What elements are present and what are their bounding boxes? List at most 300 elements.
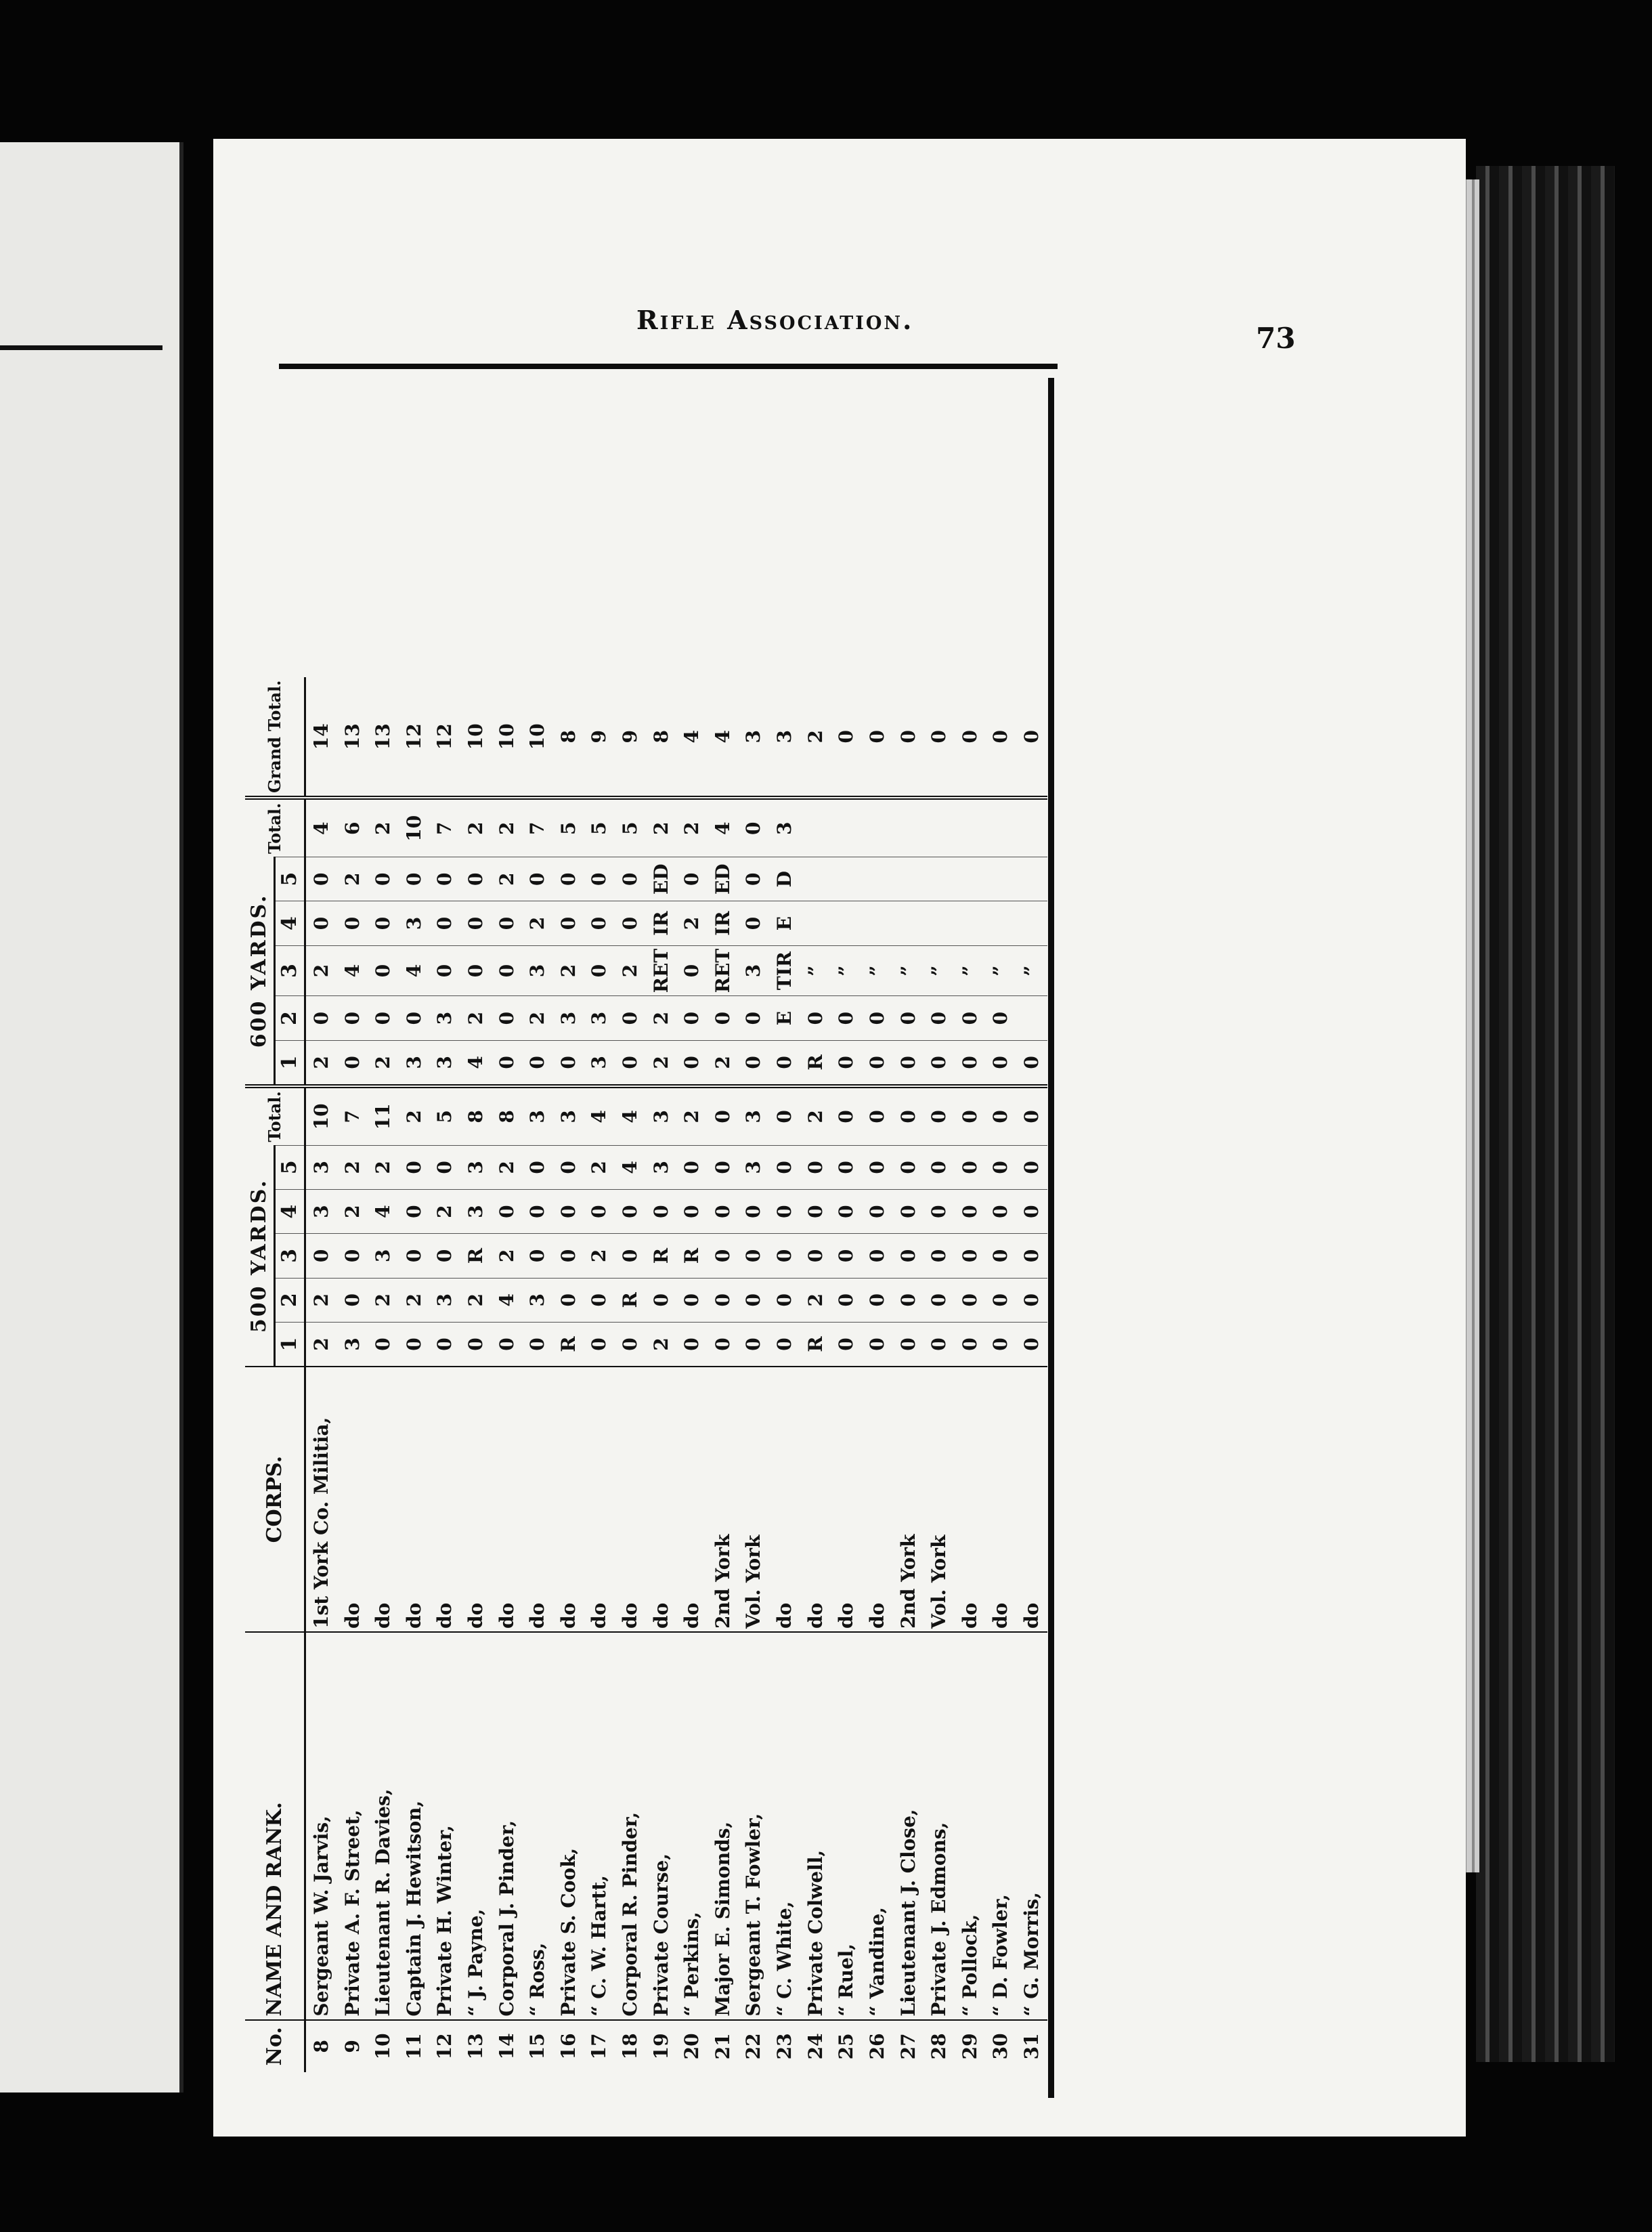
- score-600-shot-2: 3: [553, 996, 584, 1040]
- score-500-shot-4: 0: [955, 1189, 986, 1233]
- score-500-shot-4: 4: [368, 1189, 399, 1233]
- score-500-shot-2: 0: [986, 1278, 1017, 1322]
- score-600-shot-1: 0: [739, 1040, 770, 1086]
- score-600-shot-2: 2: [460, 996, 492, 1040]
- score-500-shot-4: 0: [522, 1189, 553, 1233]
- previous-score: [183, 1132, 184, 1167]
- score-500-shot-3: 0: [986, 1234, 1017, 1278]
- total-600: 0: [739, 798, 770, 857]
- score-500-shot-2: 2: [460, 1278, 492, 1322]
- score-600-shot-4: 3: [399, 901, 430, 945]
- name-rank: “ Perkins,: [676, 1632, 708, 2020]
- score-600-shot-2: 0: [305, 996, 337, 1040]
- score-500-shot-1: 3: [337, 1322, 368, 1367]
- grand-total: 0: [989, 729, 1012, 744]
- score-500-shot-2: 0: [553, 1278, 584, 1322]
- corps: Vol. York: [923, 1367, 955, 1632]
- previous-score: [183, 1379, 184, 1414]
- score-600-shot-4: 2: [676, 901, 708, 945]
- total-600: 2: [492, 798, 523, 857]
- row-number: 17: [584, 2020, 615, 2072]
- score-500-shot-4: 0: [739, 1189, 770, 1233]
- score-500-shot-4: 0: [676, 1189, 708, 1233]
- table-row: [646, 677, 677, 2072]
- total-500: 0: [986, 1086, 1017, 1145]
- score-600-shot-4: 0: [615, 901, 646, 945]
- score-600-shot-3: 2: [615, 945, 646, 996]
- previous-name-rank: [183, 1700, 184, 2079]
- table-row: [923, 677, 955, 2072]
- score-500-shot-4: 0: [584, 1189, 615, 1233]
- score-600-shot-5: 0: [430, 857, 461, 901]
- corps: do: [399, 1367, 430, 1632]
- score-600-shot-1: 0: [1016, 1040, 1047, 1086]
- row-number: 29: [955, 2020, 986, 2072]
- name-rank: Lieutenant R. Davies,: [368, 1632, 399, 2020]
- score-600-shot-2: 3: [430, 996, 461, 1040]
- score-500-shot-1: 0: [893, 1322, 924, 1367]
- score-500-shot-3: 0: [522, 1234, 553, 1278]
- score-600-shot-1: 0: [553, 1040, 584, 1086]
- score-500-shot-5: 0: [399, 1145, 430, 1189]
- score-600-shot-2: 0: [893, 996, 924, 1040]
- score-500-shot-2: R: [615, 1278, 646, 1322]
- previous-score: [183, 1344, 184, 1379]
- header-corps: CORPS.: [245, 1367, 305, 1632]
- row-number: 16: [553, 2020, 584, 2072]
- score-500-shot-2: 4: [492, 1278, 523, 1322]
- total-500: 11: [368, 1086, 399, 1145]
- previous-score: [183, 1308, 184, 1344]
- total-500: 0: [862, 1086, 893, 1145]
- corps: do: [584, 1367, 615, 1632]
- score-600-shot-3: 4: [399, 945, 430, 996]
- grand-total: 0: [1020, 729, 1043, 744]
- score-600-shot-5: 0: [615, 857, 646, 901]
- total-500: 2: [399, 1086, 430, 1145]
- score-500-shot-5: 3: [305, 1145, 337, 1189]
- previous-corps-1: [183, 1646, 184, 1700]
- table-row: [739, 677, 770, 2072]
- score-600-shot-2: 0: [831, 996, 862, 1040]
- score-600-shot-1: 3: [399, 1040, 430, 1086]
- table-row: [399, 677, 430, 2072]
- score-600-shot-4: 2: [522, 901, 553, 945]
- score-500-shot-5: 3: [460, 1145, 492, 1189]
- running-head: Rifle Association.: [636, 305, 914, 335]
- table-row: [584, 677, 615, 2072]
- grand-total: 0: [865, 729, 888, 744]
- score-600-shot-3: ”: [831, 945, 862, 996]
- score-600-shot-3: ”: [955, 945, 986, 996]
- score-600-shot-4: 0: [739, 901, 770, 945]
- score-500-shot-4: 0: [800, 1189, 831, 1233]
- score-500-shot-2: 2: [305, 1278, 337, 1322]
- score-600-shot-2: 0: [337, 996, 368, 1040]
- total-600: 5: [584, 798, 615, 857]
- score-600-shot-4: 0: [305, 901, 337, 945]
- total-500: 0: [955, 1086, 986, 1145]
- score-500-shot-2: 0: [955, 1278, 986, 1322]
- score-600-shot-5: [800, 857, 831, 901]
- score-600-shot-2: 0: [923, 996, 955, 1040]
- row-number: 20: [676, 2020, 708, 2072]
- total-500: 0: [923, 1086, 955, 1145]
- score-500-shot-5: 0: [769, 1145, 800, 1189]
- score-500-shot-5: 3: [739, 1145, 770, 1189]
- score-500-shot-4: 0: [399, 1189, 430, 1233]
- corps: Vol. York: [739, 1367, 770, 1632]
- score-600-shot-2: 0: [986, 996, 1017, 1040]
- header-600-yards: 600 YARDS.: [245, 857, 275, 1087]
- total-600: 10: [399, 798, 430, 857]
- score-500-shot-4: 0: [831, 1189, 862, 1233]
- row-number: 25: [831, 2020, 862, 2072]
- table-row: [800, 677, 831, 2072]
- header-shot-600-1: 1: [275, 1040, 305, 1086]
- score-600-shot-2: 0: [368, 996, 399, 1040]
- corps: do: [553, 1367, 584, 1632]
- score-500-shot-5: 0: [923, 1145, 955, 1189]
- score-500-shot-2: 3: [522, 1278, 553, 1322]
- score-600-shot-5: 0: [368, 857, 399, 901]
- score-600-shot-1: 0: [955, 1040, 986, 1086]
- header-total-500: Total.: [245, 1086, 305, 1145]
- table-row: [708, 677, 739, 2072]
- corps: do: [615, 1367, 646, 1632]
- row-number: 30: [986, 2020, 1017, 2072]
- score-500-shot-2: 3: [430, 1278, 461, 1322]
- score-600-shot-2: 0: [862, 996, 893, 1040]
- score-600-shot-3: ”: [923, 945, 955, 996]
- header-shot-500-2: 2: [275, 1278, 305, 1322]
- score-500-shot-2: 0: [708, 1278, 739, 1322]
- name-rank: “ J. Payne,: [460, 1632, 492, 2020]
- header-shot-500-1: 1: [275, 1322, 305, 1367]
- total-600: 2: [676, 798, 708, 857]
- table-row: [368, 677, 399, 2072]
- name-rank: Corporal J. Pinder,: [492, 1632, 523, 2020]
- name-rank: “ D. Fowler,: [986, 1632, 1017, 2020]
- header-shot-600-2: 2: [275, 996, 305, 1040]
- total-500: 0: [769, 1086, 800, 1145]
- total-600: 2: [460, 798, 492, 857]
- score-600-shot-5: [923, 857, 955, 901]
- grand-total: 12: [433, 723, 456, 750]
- score-500-shot-1: 2: [646, 1322, 677, 1367]
- grand-total: 10: [495, 723, 518, 750]
- score-500-shot-2: 0: [769, 1278, 800, 1322]
- corps: do: [522, 1367, 553, 1632]
- score-600-shot-2: 3: [584, 996, 615, 1040]
- score-600-shot-1: 0: [986, 1040, 1017, 1086]
- score-600-shot-3: 0: [368, 945, 399, 996]
- score-500-shot-2: 0: [893, 1278, 924, 1322]
- previous-score: [183, 1273, 184, 1308]
- name-rank: “ G. Morris,: [1016, 1632, 1047, 2020]
- score-500-shot-2: 0: [923, 1278, 955, 1322]
- score-600-shot-5: 0: [522, 857, 553, 901]
- previous-page-row: [179, 549, 183, 2092]
- corps: do: [769, 1367, 800, 1632]
- score-600-shot-3: TIR: [769, 945, 800, 996]
- corps: do: [986, 1367, 1017, 1632]
- score-600-shot-1: 0: [862, 1040, 893, 1086]
- score-500-shot-5: 2: [584, 1145, 615, 1189]
- row-number: 26: [862, 2020, 893, 2072]
- score-600-shot-1: 0: [337, 1040, 368, 1086]
- score-600-shot-5: 0: [460, 857, 492, 901]
- score-600-shot-1: 3: [584, 1040, 615, 1086]
- score-500-shot-3: 0: [831, 1234, 862, 1278]
- previous-score: [183, 1062, 184, 1097]
- score-500-shot-5: 0: [893, 1145, 924, 1189]
- score-500-shot-4: 2: [430, 1189, 461, 1233]
- header-name-rank: NAME AND RANK.: [245, 1632, 305, 2020]
- page-number: 73: [1256, 322, 1296, 355]
- score-500-shot-1: 0: [676, 1322, 708, 1367]
- score-500-shot-3: 0: [305, 1234, 337, 1278]
- score-600-shot-1: 2: [368, 1040, 399, 1086]
- score-500-shot-1: 0: [522, 1322, 553, 1367]
- score-500-shot-1: 0: [430, 1322, 461, 1367]
- score-600-shot-4: [986, 901, 1017, 945]
- score-500-shot-3: 0: [769, 1234, 800, 1278]
- corps: do: [430, 1367, 461, 1632]
- score-500-shot-4: 0: [923, 1189, 955, 1233]
- score-500-shot-3: 0: [708, 1234, 739, 1278]
- grand-total: 3: [742, 729, 765, 744]
- score-table-rotated: [245, 677, 1047, 2072]
- score-600-shot-1: 0: [893, 1040, 924, 1086]
- score-600-shot-3: 0: [460, 945, 492, 996]
- corps: do: [646, 1367, 677, 1632]
- score-500-shot-3: 3: [368, 1234, 399, 1278]
- row-number: 9: [337, 2020, 368, 2072]
- previous-score: [183, 1167, 184, 1203]
- score-600-shot-5: ED: [708, 857, 739, 901]
- score-600-shot-1: 0: [676, 1040, 708, 1086]
- score-600-shot-3: 3: [522, 945, 553, 996]
- total-600: [923, 798, 955, 857]
- name-rank: “ Ruel,: [831, 1632, 862, 2020]
- total-500: 3: [646, 1086, 677, 1145]
- score-500-shot-5: 0: [955, 1145, 986, 1189]
- score-500-shot-4: 0: [708, 1189, 739, 1233]
- name-rank: Private Colwell,: [800, 1632, 831, 2020]
- total-500: 3: [739, 1086, 770, 1145]
- score-500-shot-2: 2: [368, 1278, 399, 1322]
- total-600: [893, 798, 924, 857]
- name-rank: “ C. W. Hartt,: [584, 1632, 615, 2020]
- score-500-shot-3: 0: [399, 1234, 430, 1278]
- table-row: [676, 677, 708, 2072]
- total-600: [862, 798, 893, 857]
- score-500-shot-5: 0: [862, 1145, 893, 1189]
- total-600: 4: [305, 798, 337, 857]
- score-600-shot-4: 0: [337, 901, 368, 945]
- grand-total: 9: [588, 729, 611, 744]
- header-grand-total: Grand Total.: [245, 677, 305, 798]
- row-number: 23: [769, 2020, 800, 2072]
- score-500-shot-3: 0: [800, 1234, 831, 1278]
- name-rank: Sergeant W. Jarvis,: [305, 1632, 337, 2020]
- previous-page-table: [179, 549, 183, 2092]
- row-number: 31: [1016, 2020, 1047, 2072]
- row-number: 12: [430, 2020, 461, 2072]
- row-number: 19: [646, 2020, 677, 2072]
- grand-total: 13: [341, 723, 364, 750]
- table-row: [337, 677, 368, 2072]
- score-600-shot-2: 0: [676, 996, 708, 1040]
- table-row: [893, 677, 924, 2072]
- score-500-shot-2: 0: [584, 1278, 615, 1322]
- score-500-shot-3: 0: [893, 1234, 924, 1278]
- table-row: [615, 677, 646, 2072]
- corps: do: [800, 1367, 831, 1632]
- score-600-shot-4: [893, 901, 924, 945]
- score-500-shot-3: 2: [584, 1234, 615, 1278]
- score-500-shot-4: 0: [646, 1189, 677, 1233]
- score-600-shot-5: [831, 857, 862, 901]
- score-600-shot-3: ”: [1016, 945, 1047, 996]
- total-500: 8: [492, 1086, 523, 1145]
- corps: do: [831, 1367, 862, 1632]
- score-500-shot-1: 0: [368, 1322, 399, 1367]
- score-600-shot-1: 0: [492, 1040, 523, 1086]
- score-500-shot-1: 0: [615, 1322, 646, 1367]
- row-number: 11: [399, 2020, 430, 2072]
- score-600-shot-2: 0: [492, 996, 523, 1040]
- total-500: 8: [460, 1086, 492, 1145]
- score-500-shot-5: 0: [708, 1145, 739, 1189]
- name-rank: “ C. White,: [769, 1632, 800, 2020]
- score-600-shot-3: ”: [862, 945, 893, 996]
- previous-score: [183, 1203, 184, 1238]
- total-500: 7: [337, 1086, 368, 1145]
- table-row: [955, 677, 986, 2072]
- score-500-shot-3: 0: [862, 1234, 893, 1278]
- table-row: [430, 677, 461, 2072]
- score-500-shot-1: 0: [460, 1322, 492, 1367]
- header-no: No.: [245, 2020, 305, 2072]
- grand-total: 8: [557, 729, 580, 744]
- score-600-shot-4: 0: [368, 901, 399, 945]
- score-500-shot-4: 0: [769, 1189, 800, 1233]
- table-row: [831, 677, 862, 2072]
- score-600-shot-3: RET: [708, 945, 739, 996]
- score-600-shot-5: 2: [492, 857, 523, 901]
- score-600-shot-3: RET: [646, 945, 677, 996]
- score-600-shot-3: 2: [305, 945, 337, 996]
- score-600-shot-4: E: [769, 901, 800, 945]
- score-600-shot-3: 4: [337, 945, 368, 996]
- total-600: 7: [430, 798, 461, 857]
- name-rank: “ Vandine,: [862, 1632, 893, 2020]
- score-500-shot-1: 0: [986, 1322, 1017, 1367]
- corps: do: [368, 1367, 399, 1632]
- total-500: 0: [831, 1086, 862, 1145]
- score-500-shot-4: 0: [893, 1189, 924, 1233]
- name-rank: Private Course,: [646, 1632, 677, 2020]
- previous-row-number: [183, 2079, 184, 2092]
- score-500-shot-4: 0: [553, 1189, 584, 1233]
- total-500: 4: [584, 1086, 615, 1145]
- score-500-shot-3: 0: [553, 1234, 584, 1278]
- corps: 2nd York: [708, 1367, 739, 1632]
- score-500-shot-1: 0: [831, 1322, 862, 1367]
- score-600-shot-4: [800, 901, 831, 945]
- score-500-shot-2: 0: [337, 1278, 368, 1322]
- score-500-shot-4: 0: [1016, 1189, 1047, 1233]
- score-500-shot-5: 2: [492, 1145, 523, 1189]
- name-rank: Private H. Winter,: [430, 1632, 461, 2020]
- score-500-shot-4: 3: [305, 1189, 337, 1233]
- header-shot-600-4: 4: [275, 901, 305, 945]
- score-600-shot-4: 0: [492, 901, 523, 945]
- score-600-shot-4: [923, 901, 955, 945]
- total-600: 5: [553, 798, 584, 857]
- header-shot-600-3: 3: [275, 945, 305, 996]
- previous-score: [183, 1097, 184, 1132]
- total-500: 0: [708, 1086, 739, 1145]
- grand-total: 0: [835, 729, 858, 744]
- score-500-shot-3: R: [460, 1234, 492, 1278]
- grand-total: 2: [804, 729, 827, 744]
- name-rank: Sergeant T. Fowler,: [739, 1632, 770, 2020]
- previous-page: [0, 142, 183, 2092]
- score-600-shot-5: [862, 857, 893, 901]
- score-600-shot-5: 0: [584, 857, 615, 901]
- header-shot-500-3: 3: [275, 1234, 305, 1278]
- score-500-shot-1: 0: [1016, 1322, 1047, 1367]
- score-500-shot-1: 2: [305, 1322, 337, 1367]
- score-600-shot-1: 0: [831, 1040, 862, 1086]
- score-500-shot-1: 0: [955, 1322, 986, 1367]
- corps: do: [337, 1367, 368, 1632]
- corps: do: [676, 1367, 708, 1632]
- table-row: [862, 677, 893, 2072]
- previous-corps-2: [183, 1449, 184, 1646]
- name-rank: Private S. Cook,: [553, 1632, 584, 2020]
- score-500-shot-5: 4: [615, 1145, 646, 1189]
- score-600-shot-1: 4: [460, 1040, 492, 1086]
- grand-total: 13: [372, 723, 395, 750]
- score-600-shot-2: [1016, 996, 1047, 1040]
- score-600-shot-3: 2: [553, 945, 584, 996]
- score-600-shot-1: 0: [522, 1040, 553, 1086]
- previous-score: [183, 1238, 184, 1273]
- total-500: 2: [676, 1086, 708, 1145]
- grand-total: 10: [464, 723, 487, 750]
- score-500-shot-5: 0: [1016, 1145, 1047, 1189]
- table-row: [522, 677, 553, 2072]
- previous-score: [183, 1414, 184, 1449]
- score-500-shot-5: 0: [430, 1145, 461, 1189]
- blank-area: [305, 379, 1046, 664]
- score-500-shot-5: 2: [368, 1145, 399, 1189]
- score-600-shot-4: [955, 901, 986, 945]
- score-500-shot-5: 2: [337, 1145, 368, 1189]
- score-500-shot-4: 0: [492, 1189, 523, 1233]
- score-500-shot-1: 0: [862, 1322, 893, 1367]
- score-600-shot-4: [831, 901, 862, 945]
- table-row: [460, 677, 492, 2072]
- row-number: 22: [739, 2020, 770, 2072]
- corps: 2nd York: [893, 1367, 924, 1632]
- score-600-shot-3: 0: [430, 945, 461, 996]
- score-600-shot-5: [986, 857, 1017, 901]
